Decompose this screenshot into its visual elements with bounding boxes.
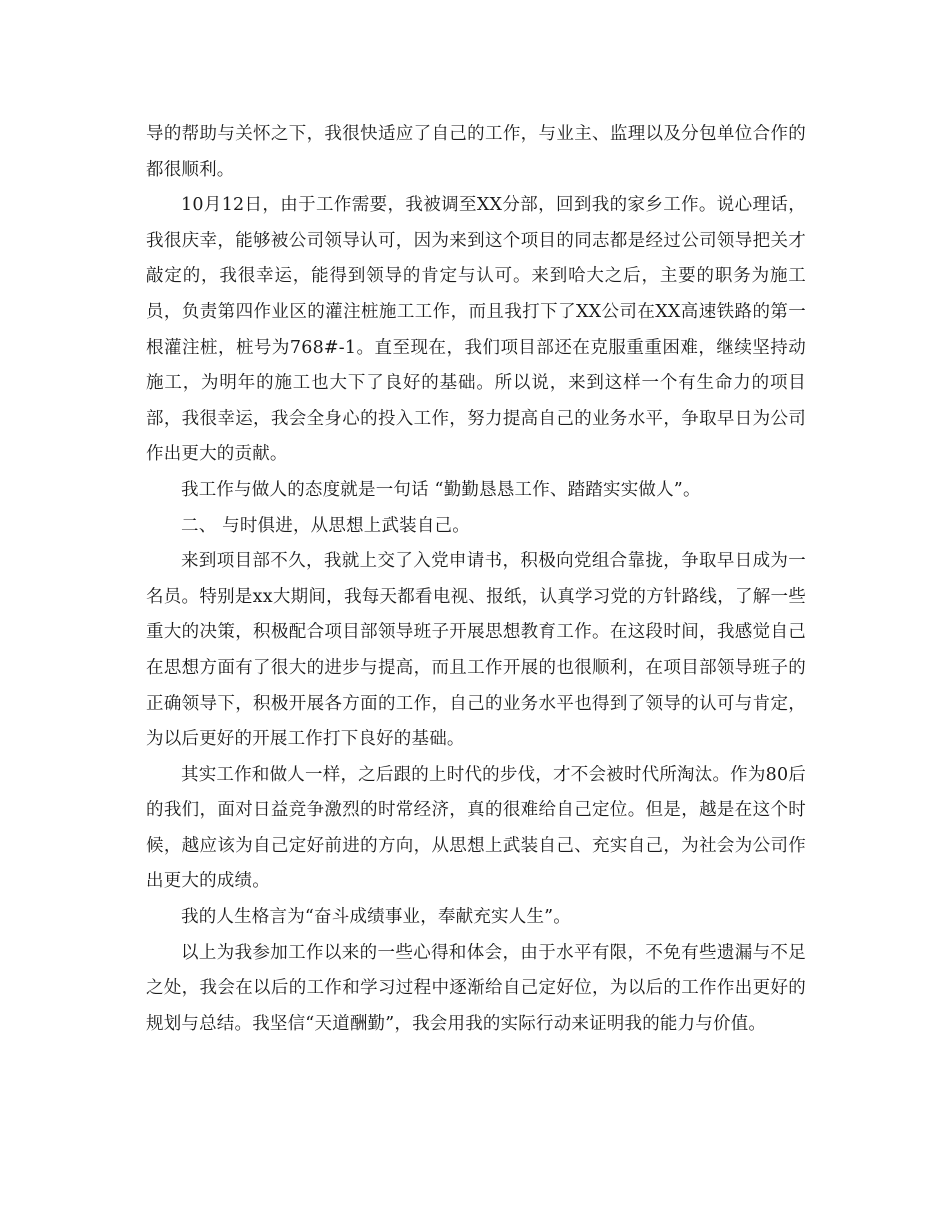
paragraph-attitude: 我工作与做人的态度就是一句话 “勤勤恳恳工作、踏踏实实做人”。 (181, 479, 701, 500)
paragraph-times: 其实工作和做人一样，之后跟的上时代的步伐，才不会被时代所淘汰。作为80后的我们，面对日益竞争激烈的时常经济，真的很难给自己定位。但是，越是在这个时候，越应该为自己定好前进的方向，从思想上武装自己、充实自己，为社会为公司作出更大的成绩。 (146, 764, 806, 892)
document-body (146, 117, 806, 1042)
section-heading-2: 二、 与时俱进，从思想上武装自己。 (181, 515, 470, 536)
paragraph-motto: 我的人生格言为“奋斗成绩事业，奉献充实人生”。 (181, 907, 571, 928)
paragraph-party: 来到项目部不久，我就上交了入党申请书，积极向党组合靠拢，争取早日成为一名员。特别是xx大期间，我每天都看电视、报纸，认真学习党的方针路线，了解一些重大的决策，积极配合项目部领导班子开展思想教育工作。在这段时间，我感觉自己在思想方面有了很大的进步与提高，而且工作开展的也很顺利，在项目部领导班子的正确领导下，积极开展各方面的工作，自己的业务水平也得到了领导的认可与肯定，为以后更好的开展工作打下良好的基础。 (146, 551, 806, 750)
paragraph-conclusion: 以上为我参加工作以来的一些心得和体会，由于水平有限，不免有些遗漏与不足之处，我会在以后的工作和学习过程中逐渐给自己定好位，为以后的工作作出更好的规划与总结。我坚信“天道酬勤”，我会用我的实际行动来证明我的能力与价值。 (146, 942, 806, 1034)
paragraph-continuation: 导的帮助与关怀之下，我很快适应了自己的工作，与业主、监理以及分包单位合作的都很顺利。 (146, 124, 806, 180)
paragraph-transfer: 10月12日，由于工作需要，我被调至XX分部，回到我的家乡工作。说心理话，我很庆幸，能够被公司领导认可，因为来到这个项目的同志都是经过公司领导把关才敲定的，我很幸运，能得到领导的肯定与认可。来到哈大之后，主要的职务为施工员，负责第四作业区的灌注桩施工工作，而且我打下了XX公司在XX高速铁路的第一根灌注桩，桩号为768#-1。直至现在，我们项目部还在克服重重困难，继续坚持动施工，为明年的施工也大下了良好的基础。所以说，来到这样一个有生命力的项目部，我很幸运，我会全身心的投入工作，努力提高自己的业务水平，争取早日为公司作出更大的贡献。 (146, 195, 806, 465)
